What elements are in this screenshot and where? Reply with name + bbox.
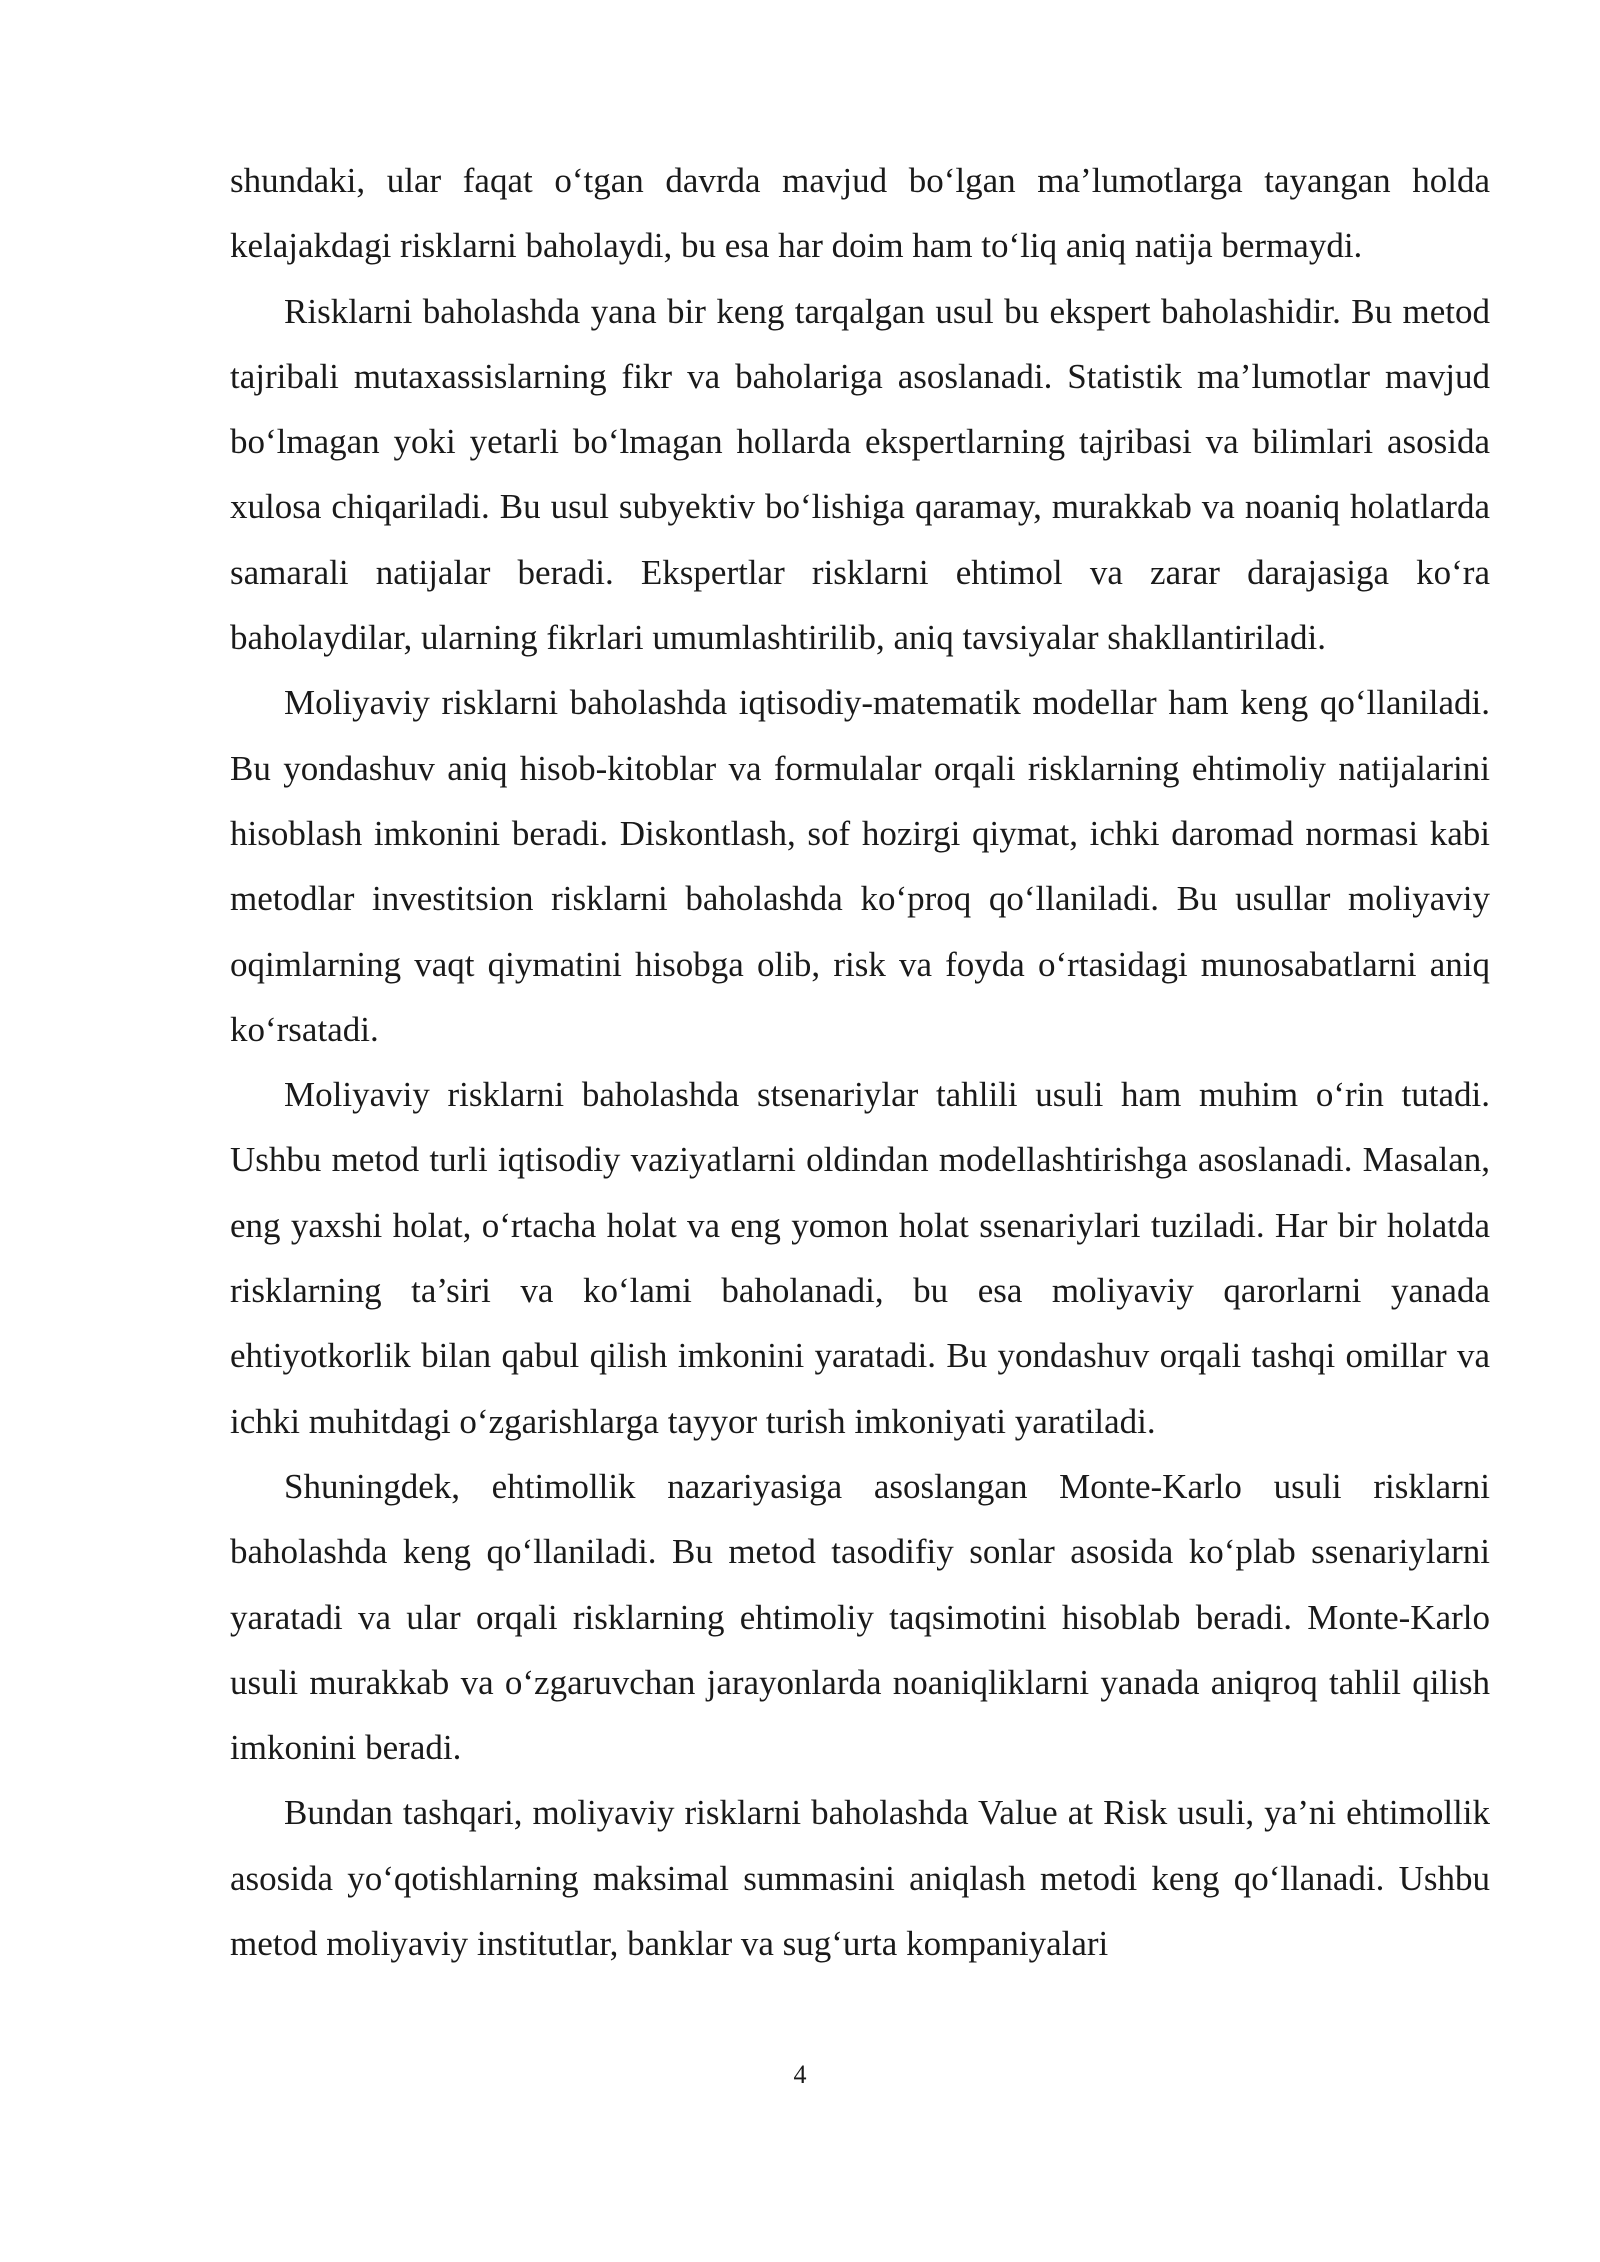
paragraph-economic-models: Moliyaviy risklarni baholashda iqtisodiy-matematik modellar ham keng qo‘llaniladi. Bu yondashuv aniq hisob-kitoblar va formulalar orqali risklarning ehtimoliy natijalarini hisoblash imkonini beradi. Diskontlash, sof hozirgi qiymat, ichki daromad normasi kabi metodlar investitsion risklarni baholashda ko‘proq qo‘llaniladi. Bu usullar moliyaviy oqimlarning vaqt qiymatini hisobga olib, risk va foyda o‘rtasidagi munosabatlarni aniq ko‘rsatadi.: [230, 683, 1490, 1049]
document-body: [230, 148, 1490, 1976]
page-number: 4: [793, 2060, 807, 2089]
paragraph-value-at-risk: Bundan tashqari, moliyaviy risklarni baholashda Value at Risk usuli, ya’ni ehtimollik asosida yo‘qotishlarning maksimal summasini aniqlash metodi keng qo‘llanadi. Ushbu metod moliyaviy institutlar, banklar va sug‘urta kompaniyalari: [230, 1793, 1490, 1964]
paragraph-continuation: shundaki, ular faqat o‘tgan davrda mavjud bo‘lgan ma’lumotlarga tayangan holda kelajakdagi risklarni baholaydi, bu esa har doim ham to‘liq aniq natija bermaydi.: [230, 161, 1490, 266]
paragraph-monte-carlo: Shuningdek, ehtimollik nazariyasiga asoslangan Monte-Karlo usuli risklarni baholashda keng qo‘llaniladi. Bu metod tasodifiy sonlar asosida ko‘plab ssenariylarni yaratadi va ular orqali risklarning ehtimoliy taqsimotini hisoblab beradi. Monte-Karlo usuli murakkab va o‘zgaruvchan jarayonlarda noaniqliklarni yanada aniqroq tahlil qilish imkonini beradi.: [230, 1466, 1490, 1768]
paragraph-expert-assessment: Risklarni baholashda yana bir keng tarqalgan usul bu ekspert baholashidir. Bu metod tajribali mutaxassislarning fikr va baholariga asoslanadi. Statistik ma’lumotlar mavjud bo‘lmagan yoki yetarli bo‘lmagan hollarda ekspertlarning tajribasi va bilimlari asosida xulosa chiqariladi. Bu usul subyektiv bo‘lishiga qaramay, murakkab va noaniq holatlarda samarali natijalar beradi. Ekspertlar risklarni ehtimol va zarar darajasiga ko‘ra baholaydilar, ularning fikrlari umumlashtirilib, aniq tavsiyalar shakllantiriladi.: [230, 291, 1490, 658]
paragraph-scenario-analysis: Moliyaviy risklarni baholashda stsenariylar tahlili usuli ham muhim o‘rin tutadi. Ushbu metod turli iqtisodiy vaziyatlarni oldindan modellashtirishga asoslanadi. Masalan, eng yaxshi holat, o‘rtacha holat va eng yomon holat ssenariylari tuziladi. Har bir holatda risklarning ta’siri va ko‘lami baholanadi, bu esa moliyaviy qarorlarni yanada ehtiyotkorlik bilan qabul qilish imkonini yaratadi. Bu yondashuv orqali tashqi omillar va ichki muhitdagi o‘zgarishlarga tayyor turish imkoniyati yaratiladi.: [230, 1075, 1490, 1441]
